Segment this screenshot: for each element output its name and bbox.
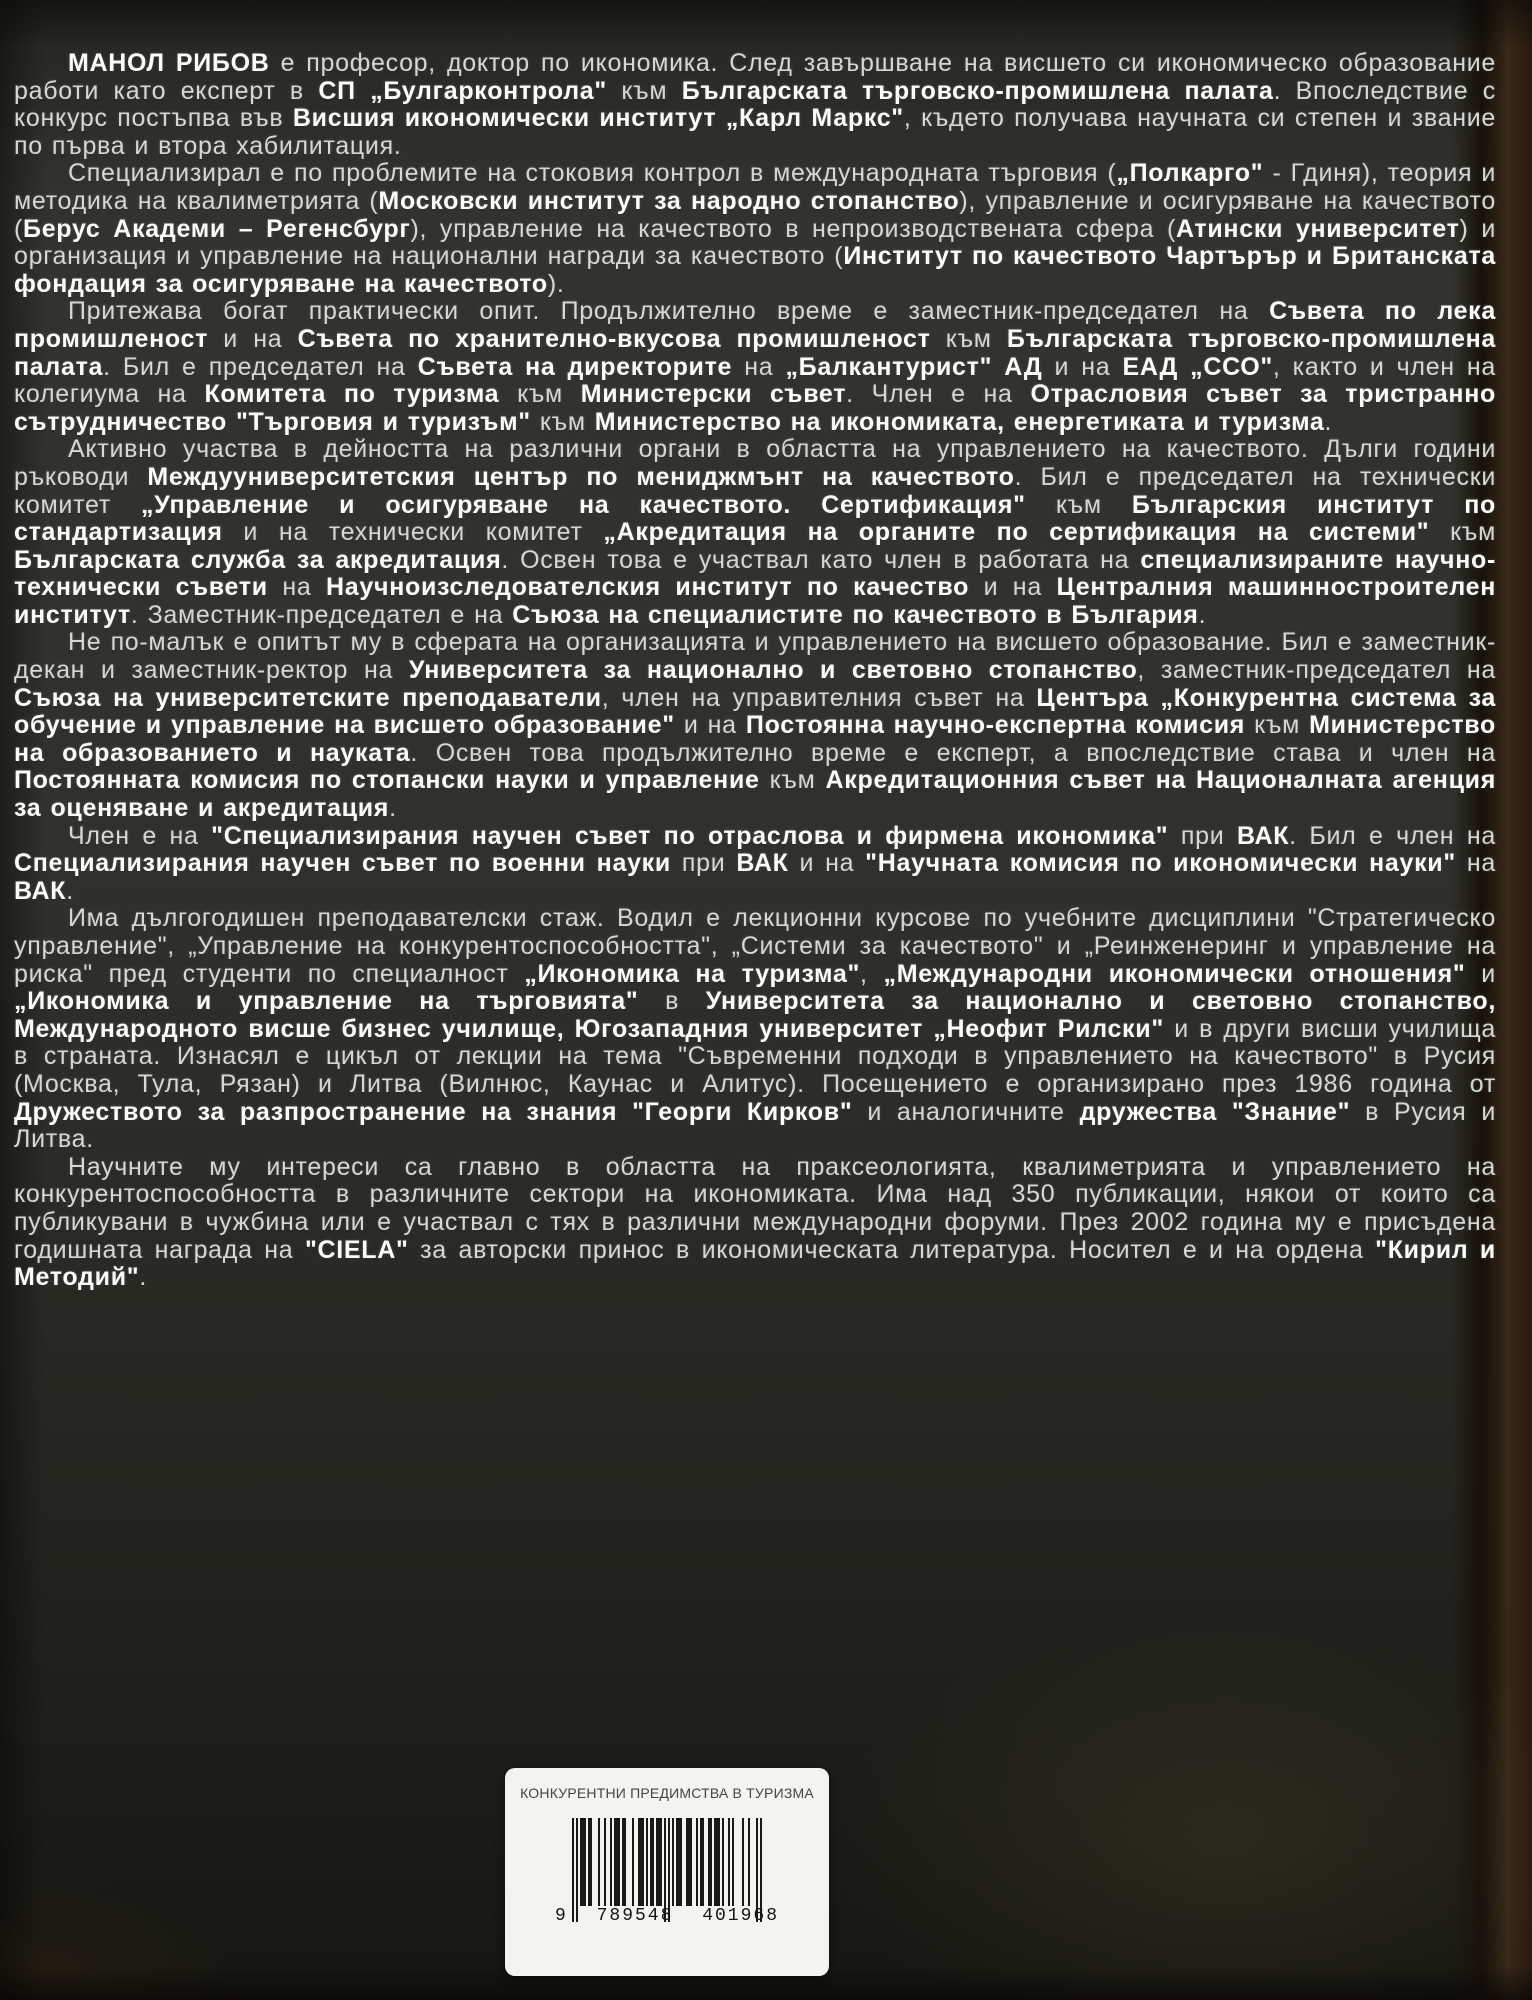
bio-bold-segment: СП „Булгарконтрола" — [318, 76, 607, 105]
barcode-label-title: КОНКУРЕНТНИ ПРЕДИМСТВА В ТУРИЗМА — [520, 1785, 814, 1801]
bio-text-segment: Специализирал е по проблемите на стоковия контрол в международната търговия ( — [68, 159, 1117, 188]
bio-bold-segment: Отрасловия съвет за тристранно сътрудничество "Търговия и туризъм" — [14, 380, 1496, 436]
barcode-bar — [722, 1818, 724, 1906]
bio-text-segment: , както и член на колегиума на — [14, 352, 1497, 409]
bio-text-segment: и на — [788, 849, 866, 878]
barcode-bar — [660, 1818, 662, 1906]
bio-bold-segment: ВАК — [14, 876, 67, 905]
bio-bold-segment: ВАК — [1236, 821, 1290, 850]
bio-bold-segment: Атински университет — [1175, 214, 1460, 243]
bio-bold-segment: Университета за национално и световно стопанство — [408, 656, 1138, 685]
bio-text-segment: . Освен това продължително време е експерт, а впоследствие става и член на — [410, 738, 1496, 767]
bio-paragraph — [14, 436, 1496, 629]
bio-bold-segment: Министерство на образованието и науката — [14, 711, 1496, 767]
bio-paragraph — [14, 823, 1496, 906]
bio-text-segment: при — [670, 849, 737, 878]
bio-text-segment: Притежава богат практически опит. Продължително време е заместник-председател на — [68, 297, 1270, 326]
bio-paragraph — [14, 629, 1496, 822]
bio-paragraph — [14, 50, 1496, 160]
barcode-digits — [555, 1906, 779, 1926]
bio-text-segment: ), управление и осигуряване на качеството ( — [14, 186, 1496, 243]
bio-bold-segment: Съвета на директорите — [417, 352, 733, 381]
isbn-digit-group: 401968 — [702, 1906, 779, 1926]
bio-text-segment: и на — [1042, 352, 1123, 381]
bio-text-segment: към — [930, 324, 1007, 353]
bio-bold-segment: Междууниверситетския център по мениджмънт на качеството — [147, 462, 1015, 491]
bio-text-segment: - Гдиня), теория и методика на квалиметрията ( — [14, 159, 1497, 215]
bio-text-segment: Не по-малък е опитът му в сферата на организацията и управлението на висшето образование. Бил е заместник-декан и заместник-ректор на — [14, 628, 1496, 685]
bio-bold-segment: Специализирания научен съвет по военни науки — [14, 849, 671, 878]
bio-text-segment: в Русия и Литва. — [14, 1097, 1496, 1154]
barcode-bar — [718, 1818, 720, 1906]
bio-text-segment: към — [530, 407, 595, 436]
bio-text-segment: и на технически комитет — [222, 518, 604, 547]
barcode-bar — [604, 1818, 606, 1906]
bio-text-segment: Научните му интереси са главно в областта на праксеологията, квалиметрията и управлението на конкурентоспособността в различните сектори на икономиката. Има над 350 публикации, някои от които са публикувани в чужбина или е участвал с тях в различни международни форуми. През 2002 година му е присъдена годишната награда на — [14, 1152, 1496, 1264]
bio-bold-segment: Научноизследователския институт по качество — [326, 573, 970, 602]
bio-bold-segment: Министерски съвет — [580, 380, 847, 409]
bio-bold-segment: Дружеството за разпространение на знания "Георги Кирков" — [14, 1097, 853, 1126]
bio-text-segment: към — [1429, 518, 1496, 547]
barcode-bar — [710, 1818, 712, 1906]
barcode-bar — [652, 1818, 654, 1906]
bio-bold-segment: "Научната комисия по икономически науки" — [865, 849, 1456, 878]
bio-bold-segment: Министерство на икономиката, енергетиката и туризма — [594, 407, 1325, 436]
bio-text-segment: към — [606, 76, 682, 105]
bio-bold-segment: „Балкантурист" АД — [785, 352, 1043, 381]
bio-bold-segment: „Икономика и управление на търговията" — [14, 987, 639, 1016]
bio-bold-segment: дружества "Знание" — [1079, 1097, 1351, 1126]
isbn-digit-group: 789548 — [596, 1906, 674, 1926]
barcode-bar — [590, 1818, 592, 1906]
bio-text-segment: е професор, доктор по икономика. След завършване на висшето си икономическо образование работи като експерт в — [14, 49, 1496, 105]
barcode-bar — [618, 1818, 620, 1906]
barcode-bar — [642, 1818, 644, 1906]
bio-text-segment: . Впоследствие с конкурс постъпва във — [14, 76, 1496, 133]
bio-bold-segment: "Кирил и Методий" — [14, 1235, 1496, 1292]
bio-text-segment: на — [1455, 849, 1496, 878]
bio-text-segment: ). — [547, 269, 565, 298]
biography-text — [14, 50, 1496, 1292]
bio-text-segment: и в други висши училища в страната. Изнасял е цикъл от лекции на тема "Съвременни подходи в управлението на качеството" в Русия (Москва, Тула, Рязан) и Литва (Вилнюс, Каунас и Алитус). Посещението е организирано през 1986 година от — [14, 1014, 1496, 1098]
bio-text-segment: и на — [208, 324, 298, 353]
bio-bold-segment: „Икономика на туризма" — [524, 959, 861, 988]
bio-text-segment: Член е на — [68, 821, 212, 850]
bio-bold-segment: Българската търговско-промишлена палата — [681, 76, 1274, 105]
barcode-bar — [598, 1818, 600, 1906]
bio-text-segment: . — [1198, 600, 1207, 629]
bio-bold-segment: Съюза на специалистите по качеството в България — [512, 600, 1199, 629]
bio-text-segment: Активно участва в дейността на различни органи в областта на управлението на качеството. Дълги години ръководи — [14, 435, 1496, 491]
bio-text-segment: към — [1245, 711, 1310, 740]
bio-paragraph — [14, 298, 1496, 436]
bio-bold-segment: Българската служба за акредитация — [14, 545, 502, 574]
bio-text-segment: към — [1025, 490, 1132, 519]
bio-text-segment: , — [860, 959, 884, 988]
bio-text-segment: и на — [674, 711, 746, 740]
bio-bold-segment: специализираните научно-технически съвети — [14, 545, 1496, 602]
bio-bold-segment: „Акредитация на органите по сертификация на системи" — [603, 518, 1430, 547]
barcode-bar — [732, 1818, 734, 1906]
barcode-bar — [624, 1818, 626, 1906]
bio-bold-segment: Берус Академи – Регенсбург — [23, 214, 411, 243]
bio-bold-segment: Постоянна научно-експертна комисия — [745, 711, 1246, 740]
bio-paragraph — [14, 905, 1496, 1153]
bio-text-segment: на — [732, 352, 786, 381]
barcode-bar — [610, 1818, 612, 1906]
bio-text-segment: , член на управителния съвет на — [601, 683, 1037, 712]
barcode-bar — [672, 1818, 674, 1906]
barcode-bar — [646, 1818, 648, 1906]
bio-bold-segment: Висшия икономически институт „Карл Маркс" — [292, 104, 904, 133]
bio-bold-segment: „Управление и осигуряване на качеството. Сертификация" — [141, 490, 1026, 519]
barcode-bar — [632, 1818, 634, 1906]
bio-bold-segment: "Специализирания научен съвет по отраслова и фирмена икономика" — [211, 821, 1169, 850]
barcode-bar — [728, 1818, 730, 1906]
bio-text-segment: , заместник-председател на — [1137, 656, 1496, 685]
bio-text-segment: на — [267, 573, 327, 602]
bio-bold-segment: Комитета по туризма — [204, 380, 500, 409]
bio-bold-segment: Университета за национално и световно стопанство, Международното висше бизнес училище, Югозападния университет „Неофит Рилски" — [14, 987, 1496, 1043]
bio-text-segment: . Бил е председател на технически комитет — [14, 462, 1496, 519]
bio-bold-segment: „Международни икономически отношения" — [883, 959, 1466, 988]
bio-text-segment: към — [759, 766, 826, 795]
bio-bold-segment: Московски институт за народно стопанство — [378, 186, 960, 215]
bio-bold-segment: Централния машинностроителен институт — [14, 573, 1496, 629]
bio-bold-segment: МАНОЛ РИБОВ — [68, 49, 270, 77]
bio-text-segment: ) и организация и управление на национални награди за качеството ( — [14, 214, 1496, 271]
bio-bold-segment: Центъра „Конкурентна система за обучение и управление на висшето образование" — [14, 683, 1496, 740]
bio-text-segment: ), управление на качеството в непроизводствената сфера ( — [410, 214, 1176, 243]
bio-paragraph — [14, 160, 1496, 298]
bio-text-segment: и на — [969, 573, 1057, 602]
isbn-digit-group: 9 — [555, 1906, 568, 1926]
barcode-bar — [748, 1818, 750, 1906]
barcode-bar — [696, 1818, 698, 1906]
bio-text-segment: . Освен това е участвал като член в работата на — [501, 545, 1141, 574]
bio-text-segment: при — [1168, 821, 1237, 850]
bio-text-segment: . — [389, 794, 397, 823]
bio-bold-segment: Българската търговско-промишлена палата — [14, 324, 1496, 381]
bio-bold-segment: Българския институт по стандартизация — [14, 490, 1496, 547]
bio-bold-segment: "CIELA" — [304, 1235, 409, 1264]
bio-bold-segment: ВАК — [736, 849, 789, 878]
bio-text-segment: . — [1324, 407, 1333, 436]
barcode-label — [505, 1768, 829, 1976]
bio-bold-segment: Акредитационния съвет на Националната агенция за оценяване и акредитация — [14, 766, 1496, 823]
bio-bold-segment: Съвета по хранително-вкусова промишленост — [297, 324, 931, 353]
bio-text-segment: . Бил е член на — [1289, 821, 1496, 850]
bio-text-segment: , където получава научната си степен и звание по първа и втора хабилитация. — [14, 104, 1496, 160]
barcode-bar — [584, 1818, 586, 1906]
barcode-image — [555, 1818, 779, 1948]
bio-text-segment: . — [139, 1263, 147, 1292]
barcode-bar — [690, 1818, 692, 1906]
bio-bold-segment: Съюза на университетските преподаватели — [14, 683, 602, 712]
barcode-bar — [702, 1818, 704, 1906]
bio-paragraph — [14, 1154, 1496, 1292]
bio-text-segment: . Бил е председател на — [103, 352, 418, 381]
barcode-bar — [742, 1818, 744, 1906]
bio-text-segment: Има дългогодишен преподавателски стаж. Водил е лекционни курсове по учебните дисциплини "Стратегическо управление", „Управление на конкурентоспособността", „Системи за качеството" и „Реинженеринг и управление на риска" пред студенти по специалност — [14, 904, 1496, 988]
bio-text-segment: . Заместник-председател е на — [130, 600, 513, 629]
bio-text-segment: към — [499, 380, 581, 409]
bio-bold-segment: Постоянната комисия по стопански науки и управление — [14, 766, 760, 795]
bio-text-segment: . — [66, 876, 74, 905]
bio-text-segment: за авторски принос в икономическата литература. Носител е и на ордена — [408, 1235, 1376, 1264]
bio-bold-segment: Съвета по лека промишленост — [14, 297, 1496, 353]
bio-bold-segment: ЕАД „ССО" — [1122, 352, 1273, 381]
bio-text-segment: в — [638, 987, 706, 1016]
bio-text-segment: . Член е на — [846, 380, 1031, 409]
bio-text-segment: и — [1465, 959, 1496, 988]
bio-bold-segment: „Полкарго" — [1116, 159, 1264, 188]
bio-bold-segment: Институт по качеството Чартърър и Британската фондация за осигуряване на качеството — [14, 242, 1497, 298]
bio-text-segment: и аналогичните — [852, 1097, 1080, 1126]
barcode-bar — [680, 1818, 682, 1906]
